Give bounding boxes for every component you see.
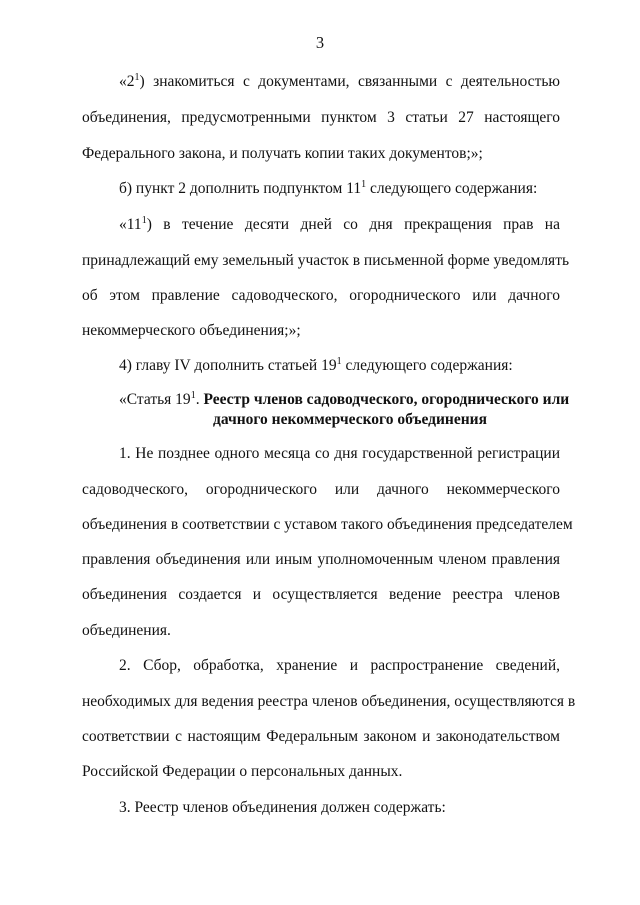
paragraph-line: об этом правление садоводческого, огороднического или дачного xyxy=(82,287,560,304)
paragraph-line: объединения, предусмотренными пунктом 3 статьи 27 настоящего xyxy=(82,109,560,126)
paragraph-line: Российской Федерации о персональных данных. xyxy=(82,763,403,780)
paragraph-line: «$11^1$) в течение десяти дней со дня прекращения прав на xyxy=(119,215,560,233)
page-number: 3 xyxy=(315,33,325,52)
paragraph-line: «$2^1$) знакомиться с документами, связанными с деятельностью xyxy=(119,72,560,90)
paragraph-line: объединения создается и осуществляется ведение реестра членов xyxy=(82,586,560,603)
paragraph-line: соответствии с настоящим Федеральным законом и законодательством xyxy=(82,728,560,745)
paragraph-line: 4) главу IV дополнить статьей $19^1$ следующего содержания: xyxy=(119,356,513,374)
paragraph-line: принадлежащий ему земельный участок в письменной форме уведомлять xyxy=(82,252,570,269)
article-heading: дачного некоммерческого объединения xyxy=(213,411,487,428)
paragraph-line: б) пункт 2 дополнить подпунктом $11^1$ следующего содержания: xyxy=(119,179,538,197)
paragraph-line: правления объединения или иным уполномоченным членом правления xyxy=(82,551,560,568)
paragraph-line: некоммерческого объединения;»; xyxy=(82,322,301,339)
paragraph-line: 3. Реестр членов объединения должен содержать: xyxy=(119,799,446,816)
paragraph-line: объединения. xyxy=(82,622,171,639)
article-heading: «Статья $19^1$. Реестр членов садоводческого, огороднического или xyxy=(119,390,570,408)
paragraph-line: необходимых для ведения реестра членов объединения, осуществляются в xyxy=(82,693,576,710)
paragraph-line: 2. Сбор, обработка, хранение и распространение сведений, xyxy=(119,657,560,674)
paragraph-line: Федерального закона, и получать копии таких документов;»; xyxy=(82,145,483,162)
paragraph-line: 1. Не позднее одного месяца со дня государственной регистрации xyxy=(119,445,560,462)
paragraph-line: садоводческого, огороднического или дачного некоммерческого xyxy=(82,481,560,498)
paragraph-line: объединения в соответствии с уставом такого объединения председателем xyxy=(82,516,573,533)
